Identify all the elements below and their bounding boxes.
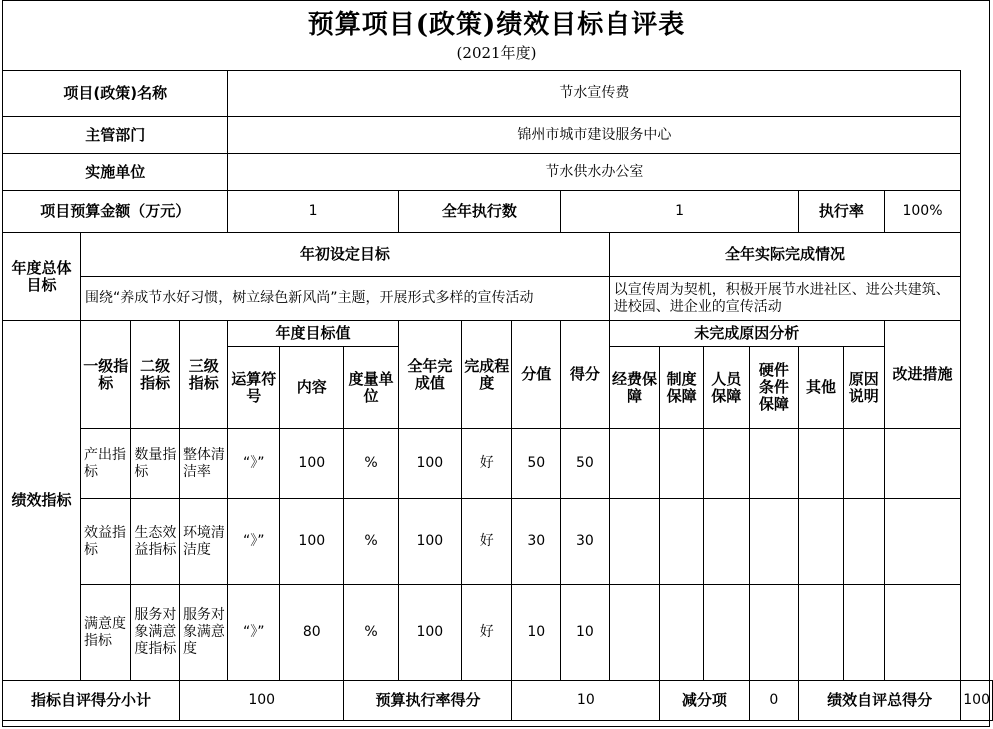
header-degree: 完成程度 bbox=[462, 321, 512, 429]
row-reason-cell bbox=[799, 499, 844, 585]
row-improve-cell bbox=[884, 499, 961, 585]
rate-label: 执行率 bbox=[799, 191, 885, 233]
row-reason-cell bbox=[799, 429, 844, 499]
perf-label: 绩效指标 bbox=[3, 321, 81, 681]
exec-score-label: 预算执行率得分 bbox=[344, 681, 512, 721]
row-level2: 数量指标 bbox=[131, 429, 180, 499]
row-reason-cell bbox=[609, 429, 659, 499]
row-score: 50 bbox=[561, 429, 610, 499]
deduct-label: 减分项 bbox=[660, 681, 749, 721]
header-reason-hardware: 硬件条件保障 bbox=[749, 347, 798, 429]
row-value: 30 bbox=[512, 499, 561, 585]
row-reason-cell bbox=[843, 585, 884, 681]
header-unit: 度量单位 bbox=[344, 347, 398, 429]
header-score: 得分 bbox=[561, 321, 610, 429]
row-unit: % bbox=[344, 429, 398, 499]
table-row bbox=[3, 429, 993, 499]
evaluation-table bbox=[2, 70, 993, 721]
row-reason-cell bbox=[749, 429, 798, 499]
total-value: 100 bbox=[961, 681, 993, 721]
row-score: 30 bbox=[561, 499, 610, 585]
row-op: “》” bbox=[228, 429, 280, 499]
goal-actual-label: 全年实际完成情况 bbox=[609, 233, 961, 277]
row-reason-cell bbox=[843, 429, 884, 499]
row-reason-cell bbox=[703, 429, 749, 499]
row-reason-cell bbox=[609, 585, 659, 681]
row-content: 100 bbox=[280, 499, 344, 585]
unit-label: 实施单位 bbox=[3, 154, 228, 191]
dept-label: 主管部门 bbox=[3, 117, 228, 154]
rate-value: 100% bbox=[884, 191, 961, 233]
row-reason-cell bbox=[660, 585, 704, 681]
header-target-group: 年度目标值 bbox=[228, 321, 398, 347]
header-done: 全年完成值 bbox=[398, 321, 461, 429]
header-reason-note: 原因说明 bbox=[843, 347, 884, 429]
row-reason-cell bbox=[749, 499, 798, 585]
row-content: 80 bbox=[280, 585, 344, 681]
unit-value: 节水供水办公室 bbox=[228, 154, 961, 191]
exec-value: 1 bbox=[561, 191, 799, 233]
row-reason-cell bbox=[660, 499, 704, 585]
row-done: 100 bbox=[398, 429, 461, 499]
header-op: 运算符号 bbox=[228, 347, 280, 429]
row-done: 100 bbox=[398, 585, 461, 681]
year-subtitle: (2021年度) bbox=[456, 44, 537, 62]
goal-label: 年度总体目标 bbox=[3, 233, 81, 321]
row-level1: 产出指标 bbox=[81, 429, 131, 499]
header-content: 内容 bbox=[280, 347, 344, 429]
row-reason-cell bbox=[799, 585, 844, 681]
header-level3: 三级指标 bbox=[179, 321, 228, 429]
project-name-label: 项目(政策)名称 bbox=[3, 71, 228, 117]
header-reason-system: 制度保障 bbox=[660, 347, 704, 429]
goal-initial-label: 年初设定目标 bbox=[81, 233, 610, 277]
header-reason-other: 其他 bbox=[799, 347, 844, 429]
header-reason-funds: 经费保障 bbox=[609, 347, 659, 429]
row-unit: % bbox=[344, 585, 398, 681]
header-reason-staff: 人员保障 bbox=[703, 347, 749, 429]
page-title: 预算项目(政策)绩效目标自评表 bbox=[307, 10, 686, 40]
row-degree: 好 bbox=[462, 429, 512, 499]
row-value: 10 bbox=[512, 585, 561, 681]
row-level2: 生态效益指标 bbox=[131, 499, 180, 585]
deduct-value: 0 bbox=[749, 681, 798, 721]
subtotal-value: 100 bbox=[179, 681, 344, 721]
table-row bbox=[3, 499, 993, 585]
row-reason-cell bbox=[703, 499, 749, 585]
row-improve-cell bbox=[884, 429, 961, 499]
budget-label: 项目预算金额（万元） bbox=[3, 191, 228, 233]
row-level3: 环境清洁度 bbox=[179, 499, 228, 585]
header-reason-group: 未完成原因分析 bbox=[609, 321, 884, 347]
header-score-value: 分值 bbox=[512, 321, 561, 429]
exec-score-value: 10 bbox=[512, 681, 660, 721]
table-row bbox=[3, 585, 993, 681]
row-level1: 满意度指标 bbox=[81, 585, 131, 681]
goal-initial-text: 围绕“养成节水好习惯，树立绿色新风尚”主题，开展形式多样的宣传活动 bbox=[81, 277, 610, 321]
row-degree: 好 bbox=[462, 499, 512, 585]
row-value: 50 bbox=[512, 429, 561, 499]
row-level3: 服务对象满意度 bbox=[179, 585, 228, 681]
row-reason-cell bbox=[660, 429, 704, 499]
row-degree: 好 bbox=[462, 585, 512, 681]
dept-value: 锦州市城市建设服务中心 bbox=[228, 117, 961, 154]
goal-actual-text: 以宣传周为契机，积极开展节水进社区、进公共建筑、进校园、进企业的宣传活动 bbox=[609, 277, 961, 321]
row-content: 100 bbox=[280, 429, 344, 499]
row-reason-cell bbox=[843, 499, 884, 585]
header-level2: 二级指标 bbox=[131, 321, 180, 429]
row-unit: % bbox=[344, 499, 398, 585]
row-score: 10 bbox=[561, 585, 610, 681]
row-reason-cell bbox=[749, 585, 798, 681]
row-op: “》” bbox=[228, 499, 280, 585]
row-done: 100 bbox=[398, 499, 461, 585]
header-improve: 改进措施 bbox=[884, 321, 961, 429]
exec-label: 全年执行数 bbox=[398, 191, 560, 233]
header-level1: 一级指标 bbox=[81, 321, 131, 429]
row-level3: 整体清洁率 bbox=[179, 429, 228, 499]
row-improve-cell bbox=[884, 585, 961, 681]
budget-value: 1 bbox=[228, 191, 398, 233]
project-name-value: 节水宣传费 bbox=[228, 71, 961, 117]
row-reason-cell bbox=[703, 585, 749, 681]
row-op: “》” bbox=[228, 585, 280, 681]
row-level1: 效益指标 bbox=[81, 499, 131, 585]
total-label: 绩效自评总得分 bbox=[799, 681, 961, 721]
row-level2: 服务对象满意度指标 bbox=[131, 585, 180, 681]
subtotal-label: 指标自评得分小计 bbox=[3, 681, 180, 721]
row-reason-cell bbox=[609, 499, 659, 585]
